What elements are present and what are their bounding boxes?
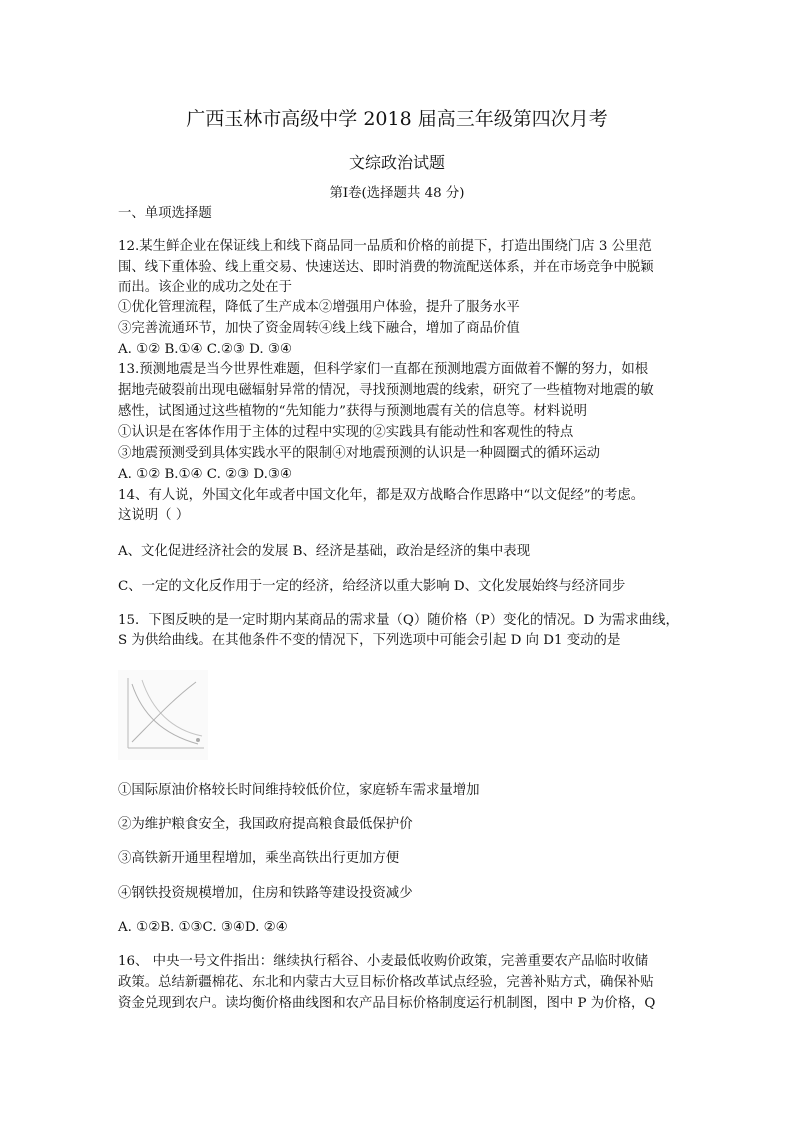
q12-line-3: 而出。该企业的成功之处在于 <box>118 280 293 295</box>
q14-line-1: 14、有人说，外国文化年或者中国文化年，都是双方战略合作思路中“以文促经”的考虑。 <box>118 488 645 503</box>
q13-options-2: ③地震预测受到具体实践水平的限制④对地震预测的认识是一种圆圈式的循环运动 <box>118 446 601 461</box>
q13-line-1: 13.预测地震是当今世界性难题，但科学家们一直都在预测地震方面做着不懈的努力，如根 <box>118 362 649 377</box>
q15-option-4: ④钢铁投资规模增加，住房和铁路等建设投资减少 <box>118 886 413 901</box>
q12-line-1: 12.某生鲜企业在保证线上和线下商品同一品质和价格的前提下，打造出围绕门店 3 公里范 <box>118 239 652 254</box>
q15-line-2: S 为供给曲线。在其他条件不变的情况下，下列选项中可能会引起 D 向 D1 变动的是 <box>118 633 621 648</box>
q16-line-2: 政策。总结新疆棉花、东北和内蒙古大豆目标价格改革试点经验，完善补贴方式，确保补贴 <box>118 975 654 990</box>
q16-line-1: 16、 中央一号文件指出：继续执行稻谷、小麦最低收购价政策，完善重要农产品临时收储 <box>118 954 649 969</box>
q14-options-ab: A、文化促进经济社会的发展 B、经济是基础，政治是经济的集中表现 <box>118 544 531 559</box>
section-heading: 一、单项选择题 <box>118 206 212 221</box>
q15-option-1: ①国际原油价格较长时间维持较低价位，家庭轿车需求量增加 <box>118 783 480 798</box>
supply-demand-figure <box>118 670 208 760</box>
q16-line-3: 资金兑现到农户。读均衡价格曲线图和农产品目标价格制度运行机制图，图中 P 为价格，Q <box>118 996 656 1011</box>
q15-line-1: 15．下图反映的是一定时期内某商品的需求量（Q）随价格（P）变化的情况。D 为需求曲线， <box>118 613 679 628</box>
q13-line-2: 据地壳破裂前出现电磁辐射异常的情况，寻找预测地震的线索，研究了一些植物对地震的敏 <box>118 383 654 398</box>
q13-choices: A. ①② B.①④ C. ②③ D.③④ <box>118 467 292 482</box>
exam-subtitle: 文综政治试题 <box>348 153 445 172</box>
q13-line-3: 感性，试图通过这些植物的“先知能力”获得与预测地震有关的信息等。材料说明 <box>118 404 587 419</box>
q12-choices: A. ①② B.①④ C.②③ D. ③④ <box>118 342 292 357</box>
q14-options-cd: C、一定的文化反作用于一定的经济，给经济以重大影响 D、文化发展始终与经济同步 <box>118 579 626 594</box>
q12-options-2: ③完善流通环节，加快了资金周转④线上线下融合，增加了商品价值 <box>118 321 520 336</box>
q15-choices: A. ①②B. ①③C. ③④D. ②④ <box>118 920 288 935</box>
q14-line-2: 这说明（ ） <box>118 508 190 523</box>
part-heading: 第Ⅰ卷(选择题共 48 分) <box>329 186 465 201</box>
q13-options-1: ①认识是在客体作用于主体的过程中实现的②实践具有能动性和客观性的特点 <box>118 425 574 440</box>
q15-option-2: ②为维护粮食安全，我国政府提高粮食最低保护价 <box>118 817 413 832</box>
exam-title: 广西玉林市高级中学 2018 届高三年级第四次月考 <box>186 108 608 130</box>
q12-options-1: ①优化管理流程，降低了生产成本②增强用户体验，提升了服务水平 <box>118 300 520 315</box>
q12-line-2: 围、线下重体验、线上重交易、快速送达、即时消费的物流配送体系，并在市场竞争中脱颖 <box>118 260 654 275</box>
q15-option-3: ③高铁新开通里程增加，乘坐高铁出行更加方便 <box>118 851 400 866</box>
